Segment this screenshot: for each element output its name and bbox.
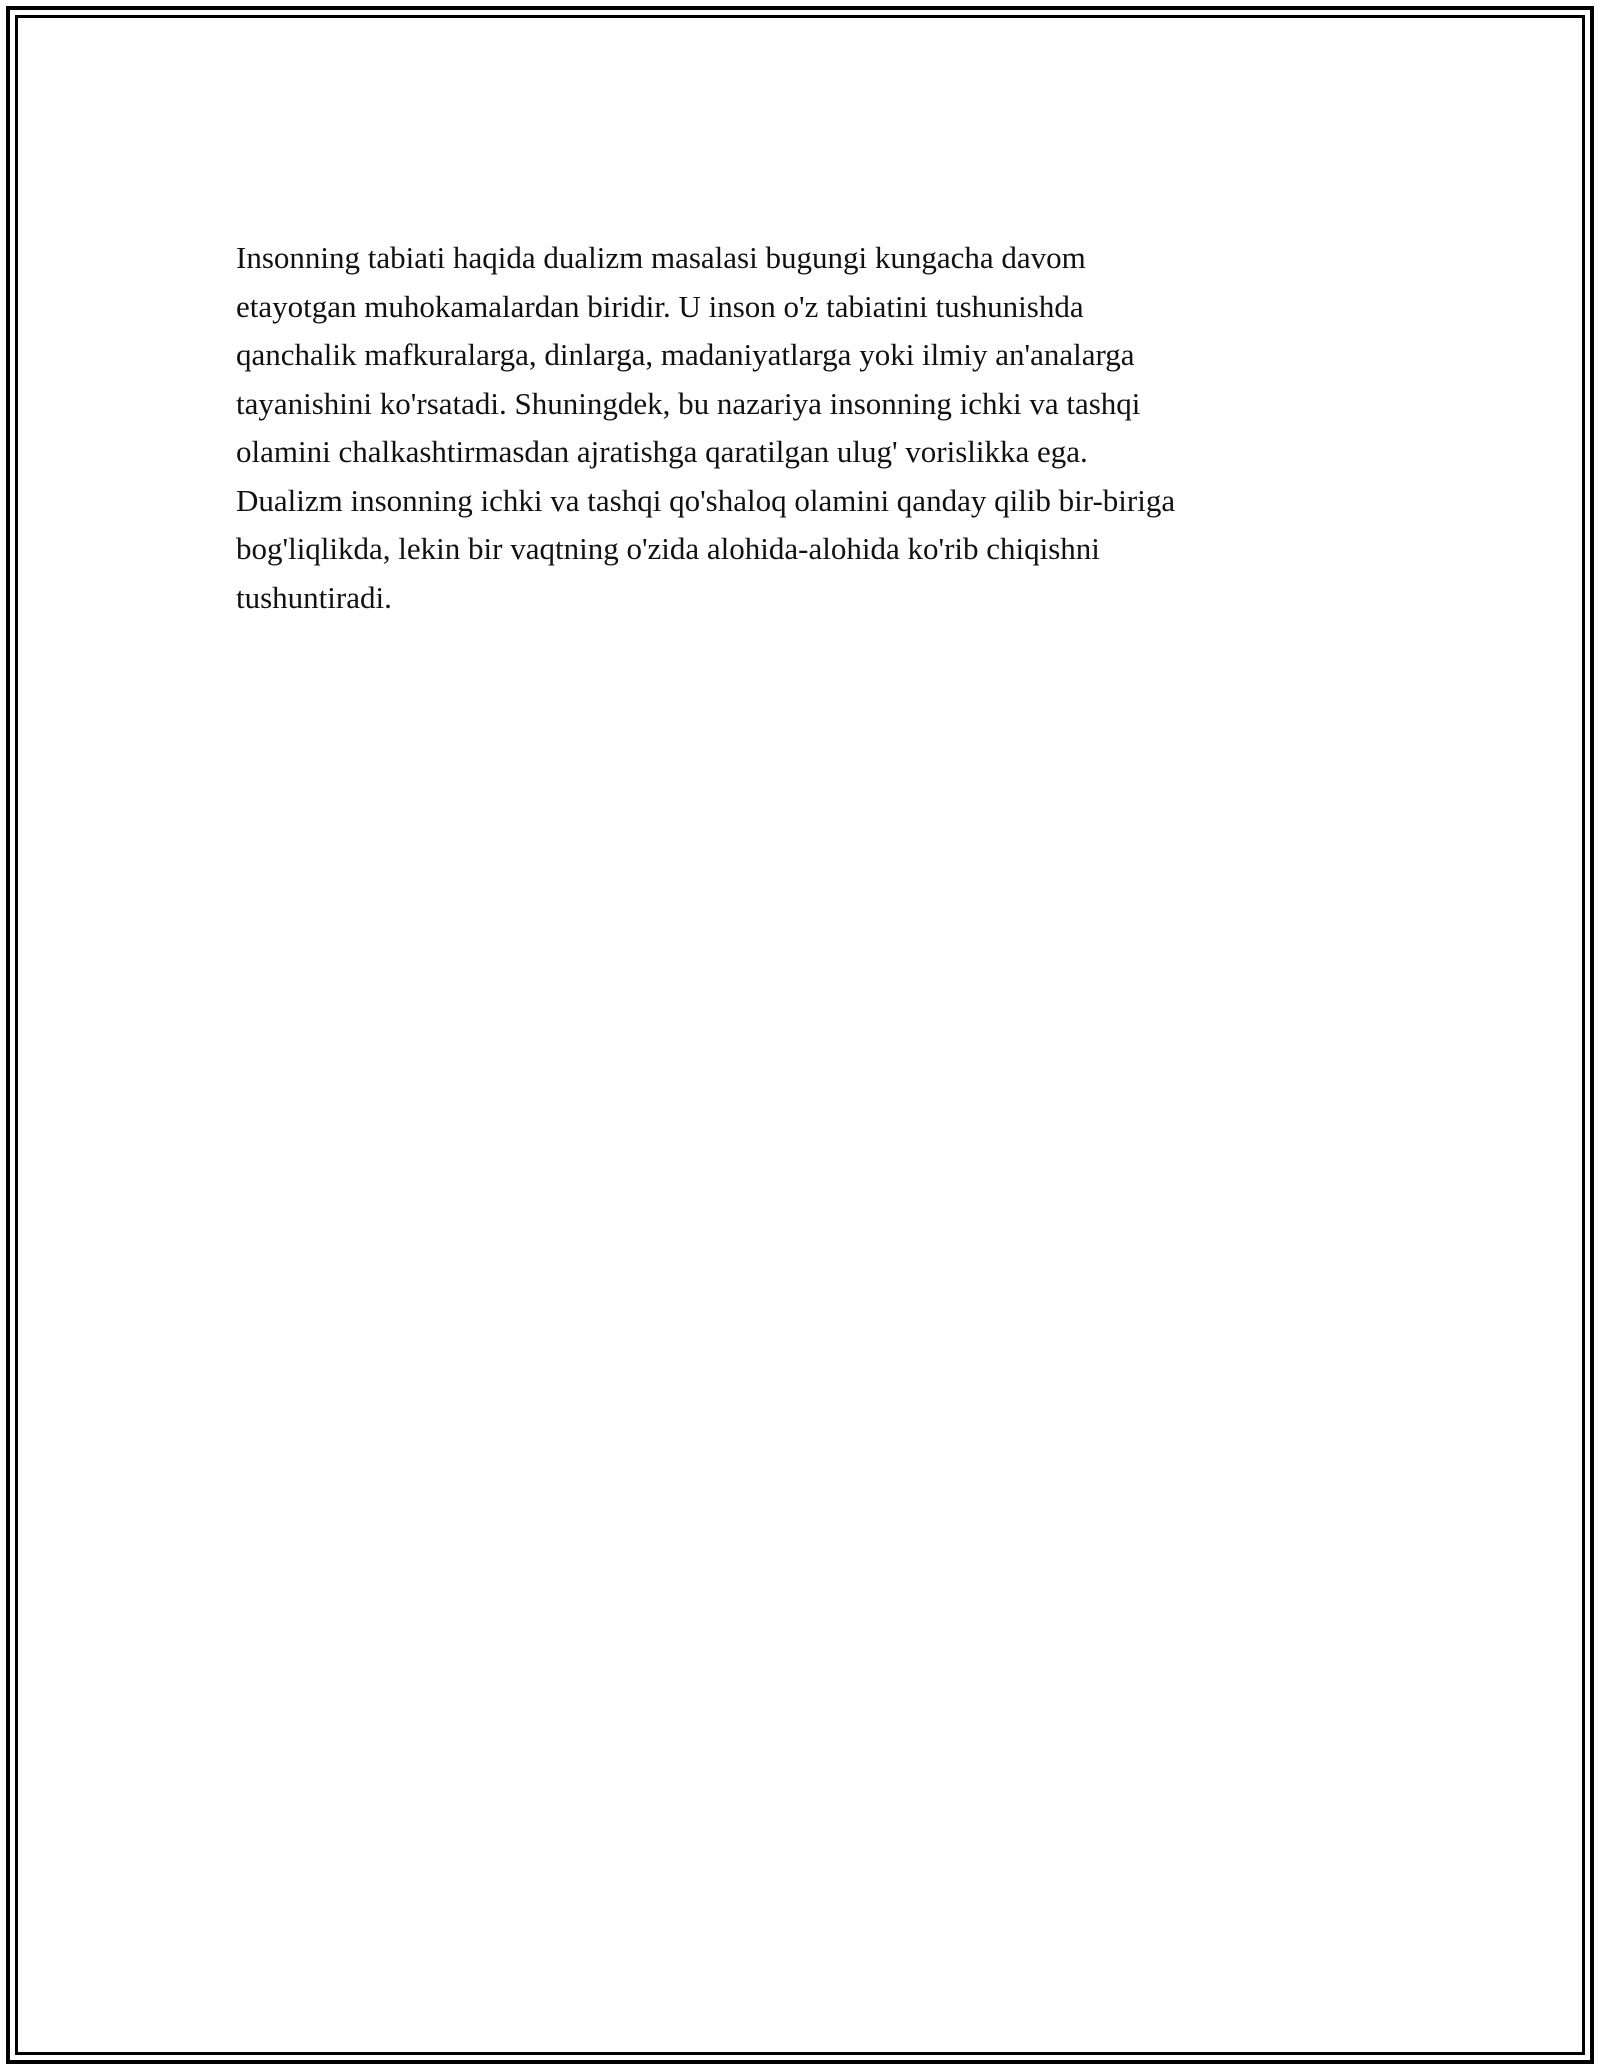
- document-paragraph: [236, 234, 1366, 622]
- paragraph-line: Dualizm insonning ichki va tashqi qo'shaloq olamini qanday qilib bir-biriga: [236, 482, 1176, 518]
- paragraph-line: etayotgan muhokamalardan biridir. U inson o'z tabiatini tushunishda: [236, 288, 1084, 324]
- paragraph-line: tayanishini ko'rsatadi. Shuningdek, bu nazariya insonning ichki va tashqi: [236, 385, 1141, 421]
- paragraph-line: Insonning tabiati haqida dualizm masalasi bugungi kungacha davom: [236, 240, 1086, 275]
- paragraph-line: olamini chalkashtirmasdan ajratishga qaratilgan ulug' vorislikka ega.: [236, 434, 1088, 469]
- paragraph-line: qanchalik mafkuralarga, dinlarga, madaniyatlarga yoki ilmiy an'analarga: [236, 337, 1135, 372]
- paragraph-line: tushuntiradi.: [236, 579, 392, 615]
- paragraph-line: bog'liqlikda, lekin bir vaqtning o'zida alohida-alohida ko'rib chiqishni: [236, 531, 1100, 566]
